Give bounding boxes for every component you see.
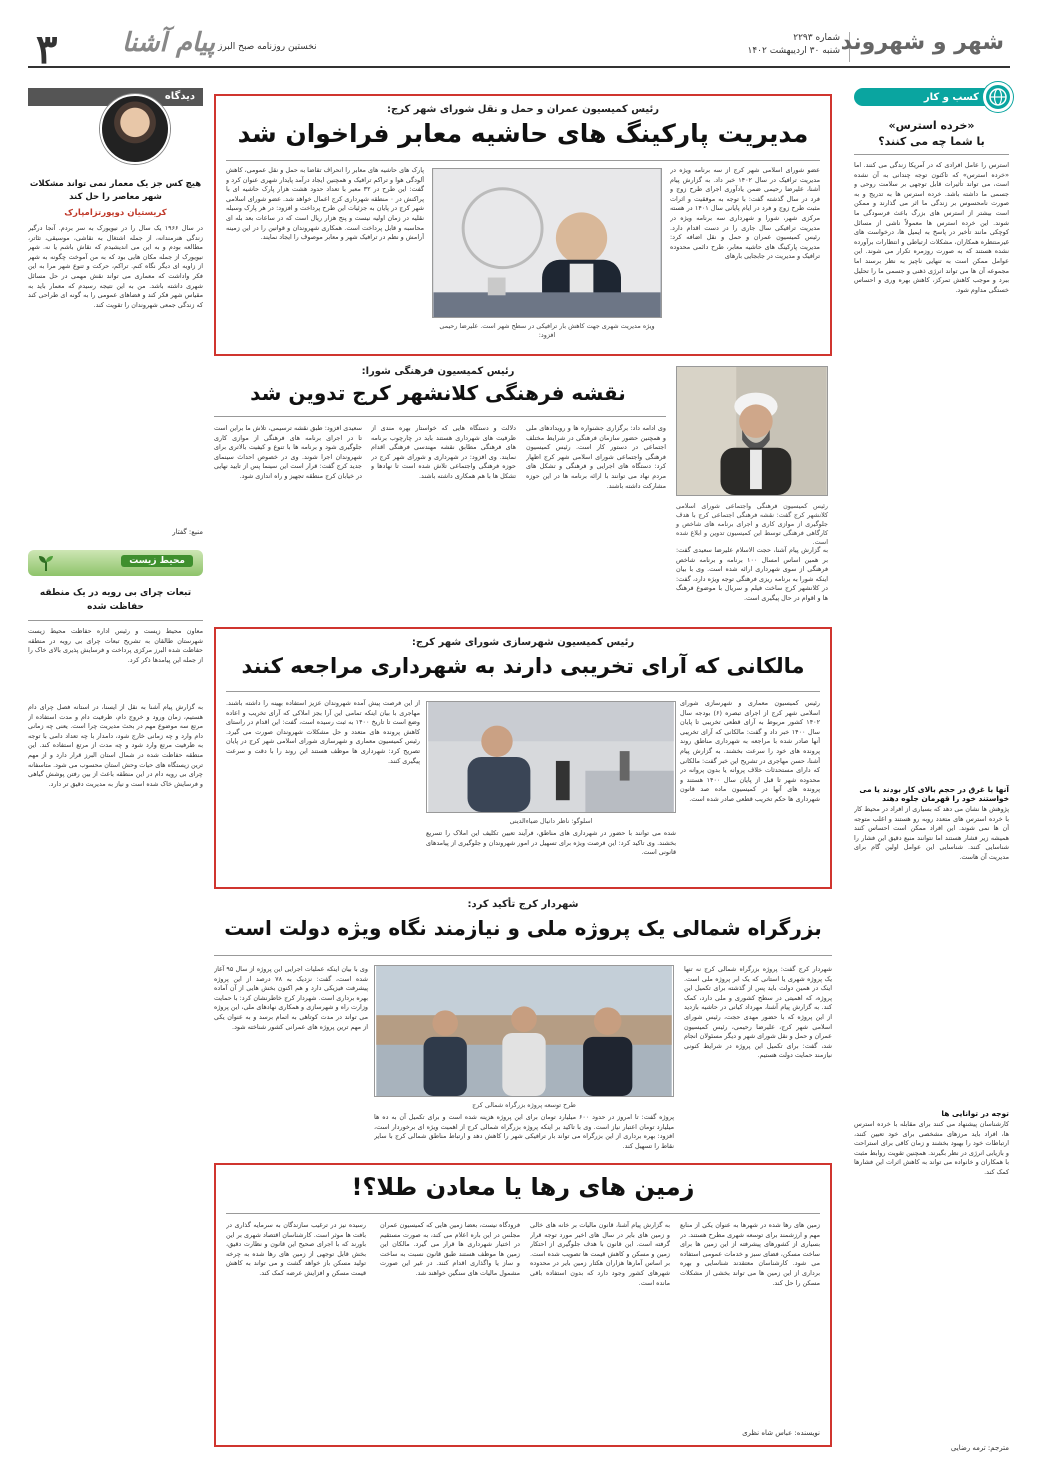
globe-icon xyxy=(983,82,1013,112)
divider xyxy=(214,416,666,417)
article-cultural-col2: وی ادامه داد: برگزاری جشنواره ها و رویدادهای ملی و همچنین حضور سازمان فرهنگی در شرایط مختلف اجتماعی در دستور کار است. رئیس کمیسیون فرهنگی واجتماعی شورای اسلامی شهر کرج اظهار کرد: دستگاه های اجرایی و فرهنگی و تشکل های مردم نهاد می توانند با ارائه برنامه ها در این حوزه مشارکت داشته باشند. xyxy=(526,424,666,490)
divider xyxy=(28,620,203,621)
article-lands-col1: زمین های رها شده در شهرها به عنوان یکی از منابع مهم و ارزشمند برای توسعه شهری مطرح هستند. در بسیاری از کشورهای پیشرفته از این زمین ها برای ساخت مسکن، فضای سبز و خدمات عمومی استفاده می شود. کارشناسان معتقدند شناسایی و بهره برداری از این زمین ها می تواند بخشی از مشکلات مسکن را حل کند. xyxy=(680,1221,820,1287)
article-parking-photo xyxy=(432,168,662,318)
right-column xyxy=(854,88,1009,1452)
divider xyxy=(226,160,820,161)
article-parking-headline: مدیریت پارکینگ های حاشیه معابر فراخوان شد xyxy=(237,119,809,148)
article-lands-author: نویسنده: عباس شاه نظری xyxy=(742,1429,820,1437)
article-highway-caption: طرح توسعه پروژه بزرگراه شمالی کرج xyxy=(472,1101,576,1109)
opinion-author: کریستیان دوپورتزامپارک xyxy=(64,208,167,218)
environment-lead: معاون محیط زیست و رئیس اداره حفاظت محیط زیست شهرستان طالقان به تشریح تبعات چرای بی رویه در منطقه حفاظت شده البرز مرکزی پرداخت و فرسایش پذیری بالای خاک را از جمله این پیامدها ذکر کرد. xyxy=(28,627,203,664)
divider xyxy=(226,1213,820,1214)
left-column xyxy=(28,88,203,1448)
article-demolition-kicker: رئیس کمیسیون شهرسازی شورای شهر کرج: xyxy=(411,637,635,648)
article-highway-col2: پروژه گفت: تا امروز در حدود ۶۰۰ میلیارد تومان برای این پروژه هزینه شده است و برای تکمیل آن به ده ها میلیارد تومان اعتبار نیاز است. وی با تاکید بر اینکه پروژه بزرگراه شمالی کرج از اهمیت ویژه ای برخوردار است، افزود: بهره برداری از این بزرگراه می تواند بار ترافیکی شهر را کاهش دهد و ارتباط مناطق شمالی کرج با سایر نقاط را تسهیل کند. xyxy=(374,1113,674,1150)
issue-info xyxy=(748,32,841,58)
opinion-source: منبع: گفتار xyxy=(172,528,203,536)
divider xyxy=(214,955,832,956)
article-highway-col3: وی با بیان اینکه عملیات اجرایی این پروژه از سال ۹۵ آغاز شده است، گفت: نزدیک به ۷۸ درصد از این پروژه پیشرفت فیزیکی دارد و هم اکنون بخش هایی از آن آماده بهره برداری است. شهردار کرج خاطرنشان کرد: با حمایت وزارت راه و شهرسازی و همکاری نهادهای ملی، این پروژه می تواند در مدت کوتاهی به اتمام برسد و به عنوان یکی از مهم ترین پروژه های عمرانی کشور شناخته شود. xyxy=(214,965,368,1031)
article-parking-col1: عضو شورای اسلامی شهر کرج از سه برنامه ویژه در مدیریت ترافیک در سال ۱۴۰۲ خبر داد. به گزارش پیام آشنا، علیرضا رحیمی ضمن یادآوری اجرای طرح زوج و فرد در سال گذشته گفت: با توجه به موفقیت و اثرات مثبت طرح زوج و فرد در ایام پایانی سال ۱۴۰۱ در هسته مرکزی شهر، شورا و شهرداری سه برنامه ویژه در مدیریت ترافیکی سال جاری را در دست اقدام دارد. رئیس کمیسیون عمران و حمل و نقل اضافه کرد: مدیریت پارکینگ های حاشیه معابر، طرح دائمی محدوده ترافیک و مدیریت در جابجایی بارهای xyxy=(670,166,820,261)
business-article-author: مترجم: ترمه رضایی xyxy=(950,1444,1009,1452)
newspaper-logo: پیام آشنا xyxy=(122,28,215,58)
article-demolition xyxy=(214,627,832,889)
business-subhead-1: آنها با غرق در حجم بالای کار بودند یا می خواستند خود را قهرمان جلوه دهند xyxy=(859,785,1009,803)
article-demolition-headline: مالکانی که آرای تخریبی دارند به شهرداری مراجعه کنند xyxy=(241,654,805,678)
divider xyxy=(226,691,820,692)
divider xyxy=(854,154,1009,155)
business-subhead-2: توجه در توانایی ها xyxy=(941,1109,1009,1118)
page-number: ۳ xyxy=(36,26,58,73)
article-lands-col2: به گزارش پیام آشنا، قانون مالیات بر خانه های خالی و زمین های بایر در سال های اخیر مورد توجه قرار گرفته است. این قانون با هدف جلوگیری از احتکار زمین و مسکن و کاهش قیمت ها تصویب شده است. بر اساس آمارها هزاران هکتار زمین بایر در محدوده شهرهای کشور وجود دارد که بدون استفاده باقی مانده است. xyxy=(530,1221,670,1287)
article-cultural-photo xyxy=(676,366,828,496)
environment-section-label: محیط زیست xyxy=(121,555,193,567)
business-article-body-3: کارشناسان پیشنهاد می کنند برای مقابله با خرده استرس ها، افراد باید مرزهای مشخصی برای خود تعیین کنند، ارتباطات خود را بهبود بخشند و زمان کافی برای استراحت و بازیابی انرژی در نظر بگیرند. همچنین تقویت روابط مثبت با همکاران و خانواده می تواند به کاهش اثرات این فشارها کمک کند. xyxy=(854,1120,1009,1176)
article-parking-kicker: رئیس کمیسیون عمران و حمل و نقل شورای شهر کرج: xyxy=(387,104,659,115)
article-demolition-photo xyxy=(426,701,676,813)
environment-section-header xyxy=(28,550,203,576)
article-highway-headline: بزرگراه شمالی یک پروژه ملی و نیازمند نگاه ویژه دولت است xyxy=(224,916,822,940)
article-demolition-col1: رئیس کمیسیون معماری و شهرسازی شورای اسلامی شهر کرج از اجرای تبصره (۶) بودجه سال ۱۴۰۲ کشور مربوط به آرای قطعی تخریبی تا پایان سال ۱۴۰۰ خبر داد و گفت: مالکانی که آرای تخریبی آنها صادر شده با مراجعه به شهرداری مناطق روند پرونده های خود را سرعت بخشند. به گزارش پیام آشنا، حسن مهاجری در تشریح این خبر گفت: مالکانی که دارای مستحدثات خلاف پروانه یا بدون پروانه در محدوده شهر تا قبل از پایان سال ۱۴۰۰ هستند و پرونده های آنها در کمیسیون ماده صد قانون شهرداری ها حکم تخریب قطعی صادر شده است. xyxy=(680,699,820,803)
article-parking xyxy=(214,94,832,356)
article-cultural-col1: به گزارش پیام آشنا، حجت الاسلام علیرضا سعیدی گفت: بر همین اساس امسال ۱۰۰ برنامه و برنامه شاخص فرهنگی از سوی شهرداری ارائه شده است. وی با بیان اینکه شورا به برنامه ریزی فرهنگی توجه ویژه دارد، گفت: در کلانشهر کرج ساخت فیلم و سریال با موضوع فرهنگ ها و اقوام در حال پیگیری است. xyxy=(676,546,828,602)
opinion-title: هیچ کس جز یک معمار نمی تواند مشکلات شهر معاصر را حل کند xyxy=(29,179,202,202)
opinion-body: در سال ۱۹۶۶ یک سال را در نیویورک به سر بردم. آنجا درگیر زندگی هنرمندانه، از جمله اشتغال به نقاشی، موسیقی، تئاتر، مطالعه بودم و به این می اندیشیدم که نقاش باشم یا نه. شهر نیویورک از جمله مکان هایی بود که به من آموخت چگونه به شهر از زاویه ای دیگر نگاه کنم. تراکم، حرکت و تنوع شهر مرا به این فکر واداشت که معماری می تواند نقش مهمی در حل مسائل شهری داشته باشد. من به این نتیجه رسیدم که معمار باید به مقیاس شهر فکر کند و فضاهای عمومی را به گونه ای طراحی کند که زندگی جمعی شهروندان را تقویت کند. xyxy=(28,224,203,309)
article-lands-col4: رسیده نیز در ترغیب سازندگان به سرمایه گذاری در بافت ها موثر است. کارشناسان اقتصاد شهری بر این باورند که با اجرای صحیح این قانون و نظارت دقیق، بخش قابل توجهی از زمین های رها شده به چرخه تولید مسکن باز خواهد گشت و می تواند به کاهش قیمت مسکن و افزایش عرضه کمک کند. xyxy=(226,1221,366,1277)
article-parking-col3: پارک های حاشیه های معابر را انحراف تقاضا به حمل و نقل عمومی، کاهش آلودگی هوا و تراکم ترافیک و همچنین ایجاد درآمد پایدار شهری عنوان کرد و گفت: این طرح در ۳۲ معبر با تعداد حدود هشت هزار پارک حاشیه ای با پراکنش در ۰ منطقه شهرداری کرج اعمال خواهد شد. عضو شورای اسلامی شهر کرج در پایان به جزئیات این طرح پرداخت و افزود: در هر پارک وسیله نقلیه در زمان اولیه نیست و پنج هزار ریال است که در ساعات بعد بله ای محاسبه و قابل پرداخت است. همکاری شهروندان و قوانین را در این زمینه آرامش و نظم در ترافیک شهر و معابر موصوف را ایجاد نمایند. xyxy=(226,166,424,242)
article-demolition-col3: از این فرصت پیش آمده شهروندان عزیز استفاده بهینه را داشته باشند. مهاجری با بیان اینکه تمامی این آرا بجز املاکی که آرای تخریب و اعاده وضع است تا تاریخ ۱۴۰۰ به ثبت رسیده است، گفت: این اقدام در راستای کاهش پرونده های متعدد و حل مشکلات شهروندان صورت می گیرد. رئیس کمیسیون معماری و شهرسازی شورای اسلامی شهر کرج در پایان تصریح کرد: شهرداری ها موظف هستند این روند را با دقت و سرعت پیگیری کنند. xyxy=(226,699,420,765)
article-cultural-caption: رئیس کمیسیون فرهنگی واجتماعی شورای اسلامی کلانشهر کرج گفت: نقشه فرهنگی اجتماعی کرج با هدف جلوگیری از موازی کاری و اجرای برنامه های شاخص و کارگاهی فرهنگی توسط این کمیسیون تدوین و ابلاغ شده است. xyxy=(676,502,828,546)
article-lands-headline: زمین های رها یا معادن طلا؟! xyxy=(351,1173,695,1201)
article-cultural-map xyxy=(214,362,832,617)
business-article-title: «خرده استرس» با شما چه می کنند؟ xyxy=(878,119,985,148)
business-article-body: استرس را عامل افرادی که در آمریکا زندگی می کنند. اما «خرده استرس» که تاکنون توجه چندانی به آن نشده است، می تواند تأثیرات قابل توجهی بر سلامت روحی و جسمی ما داشته باشد. خرده استرس ها به تدریج و به صورت نامحسوس بر زندگی ما اثر می گذارند و ممکن است بیشتر از استرس های بزرگ باعث فرسودگی ما شوند. این خرده استرس ها معمولاً ناشی از مسائل کوچکی مانند تأخیر در پاسخ به ایمیل ها، درخواست های غیرمنتظره همکاران، مشکلات ارتباطی و انتظارات برآورده نشده هستند که به صورت روزمره تکرار می شوند. این عوامل ممکن است به تنهایی ناچیز به نظر برسند اما مجموعه آن ها می تواند انرژی ذهنی و جسمی ما را تحلیل ببرد و موجب کاهش تمرکز، کاهش بهره وری و احساس خستگی مداوم شود. xyxy=(854,161,1009,294)
plant-icon xyxy=(36,553,56,573)
article-parking-caption: ویژه مدیریت شهری جهت کاهش بار ترافیکی در سطح شهر است. علیرضا رحیمی افزود: xyxy=(439,322,655,339)
environment-title: تبعات چرای بی رویه در یک منطقه حفاظت شده xyxy=(39,588,192,612)
article-highway xyxy=(214,895,832,1155)
business-article-body-2: پژوهش ها نشان می دهد که بسیاری از افراد در محیط کار با خرده استرس های متعدد روبه رو هستند و اغلب متوجه آن ها نمی شوند. این افراد ممکن است احساس کنند همیشه زیر فشار هستند اما نتوانند منبع دقیق این فشار را شناسایی کنند. شناسایی این عوامل اولین گام برای مدیریت آن هاست. xyxy=(854,805,1009,861)
masthead xyxy=(28,26,1010,73)
article-highway-kicker: شهردار کرج تأکید کرد: xyxy=(467,899,579,910)
article-lands xyxy=(214,1163,832,1447)
author-portrait xyxy=(100,94,170,164)
newspaper-tagline: نخستین روزنامه صبح البرز xyxy=(218,42,317,52)
issue-date: شنبه ۳۰ اردیبهشت ۱۴۰۲ xyxy=(747,46,840,56)
article-cultural-col3: دلالت و دستگاه هایی که خواستار بهره مندی از ظرفیت های شهرداری هستند باید در چارچوب برنامه های فرهنگی مطابق نقشه مهندسی فرهنگی اقدام نمایند. وی افزود: در شهرداری و شورای شهر کرج در حوزه فرهنگی واجتماعی تلاش شده است تا نهادها و تشکل ها با هم همکاری داشته باشند. xyxy=(371,424,516,480)
article-demolition-caption: اسلوگو: ناظر دانیال ضیاءالدینی xyxy=(509,817,593,825)
issue-number: شماره ۲۲۹۳ xyxy=(793,33,840,43)
article-highway-photo xyxy=(374,965,674,1097)
article-cultural-kicker: رئیس کمیسیون فرهنگی شورا: xyxy=(361,366,515,377)
environment-body: به گزارش پیام آشنا به نقل از ایسنا، در استانه فصل چرای دام هستیم، زمان ورود و خروج دام، ظرفیت دام و مدت استفاده از مرتع سه موضوع مهم در بحث مدیریت چرا است. یعنی چه زمانی دام وارد و چه زمانی خارج شود، دامدار با چه تعداد دامی با توجه به ظرفیت مرتع وارد شود و چه مدت از مرتع استفاده کند. این منطقه حفاظت شده در شمال استان البرز قرار دارد و از مهم ترین زیستگاه های حیات وحش استان محسوب می شود. متاسفانه چرای بی رویه دام در این منطقه باعث از بین رفتن پوشش گیاهی و فرسایش خاک شده است و نیاز به مدیریت دقیق تر دارد. xyxy=(28,703,203,788)
article-cultural-col4: سعیدی افزود: طبق نقشه ترسیمی، تلاش ما براین است تا در اجرای برنامه های فرهنگی از موازی کاری جلوگیری شود و برنامه ها با تنوع و کیفیت بالاتری برای شهروندان اجرا شوند. وی در خصوص احداث سینمای جدید کرج گفت: قرار است این سینما پس از تایید نهایی در خیابان کرج منطقه تجهیز و راه اندازی شود. xyxy=(214,424,362,480)
business-section-label: کسب و کار xyxy=(923,91,979,103)
article-lands-col3: فرودگاه نیست، بعضا زمین هایی که کمیسیون عمران مجلس در این باره اعلام می کند، به صورت مستقیم در اختیار شهرداری ها قرار می گیرد. مالکان این زمین ها موظف هستند طبق قانون نسبت به ساخت و ساز یا واگذاری اقدام کنند. در غیر این صورت مشمول مالیات های سنگین خواهند شد. xyxy=(380,1221,520,1277)
section-title: شهر و شهروند xyxy=(840,30,1004,55)
article-cultural-headline: نقشه فرهنگی کلانشهر کرج تدوین شد xyxy=(250,381,626,405)
article-demolition-col2: شده می توانند با حضور در شهرداری های مناطق، فرآیند تعیین تکلیف این املاک را تسریع بخشند. وی تاکید کرد: این فرصت ویژه برای تسهیل در امور شهروندان و جلوگیری از پیامدهای قانونی است. xyxy=(426,829,676,857)
opinion-section-header: دیدگاه xyxy=(28,88,203,106)
article-highway-col1: شهردار کرج گفت: پروژه بزرگراه شمالی کرج نه تنها یک پروژه شهری یا استانی که یک ابر پروژه ملی است. اینک در همین دولت باید پس از گذشته برای تکمیل این پروژه، که اهمیتی در سطح کشوری و ملی دارد، کمک کند. به گزارش پیام آشنا، مهرداد کیانی در حاشیه بازدید از این پروژه که با حضور مهدی حجت، رئیس شورای اسلامی شهر کرج، علیرضا رحیمی، رئیس کمیسیون عمران و حمل و نقل شورای شهر و دیگر مسئولان انجام شد، گفت: برای تکمیل این پروژه در شرایط کنونی نیازمند حمایت دولت هستیم. xyxy=(684,965,832,1060)
